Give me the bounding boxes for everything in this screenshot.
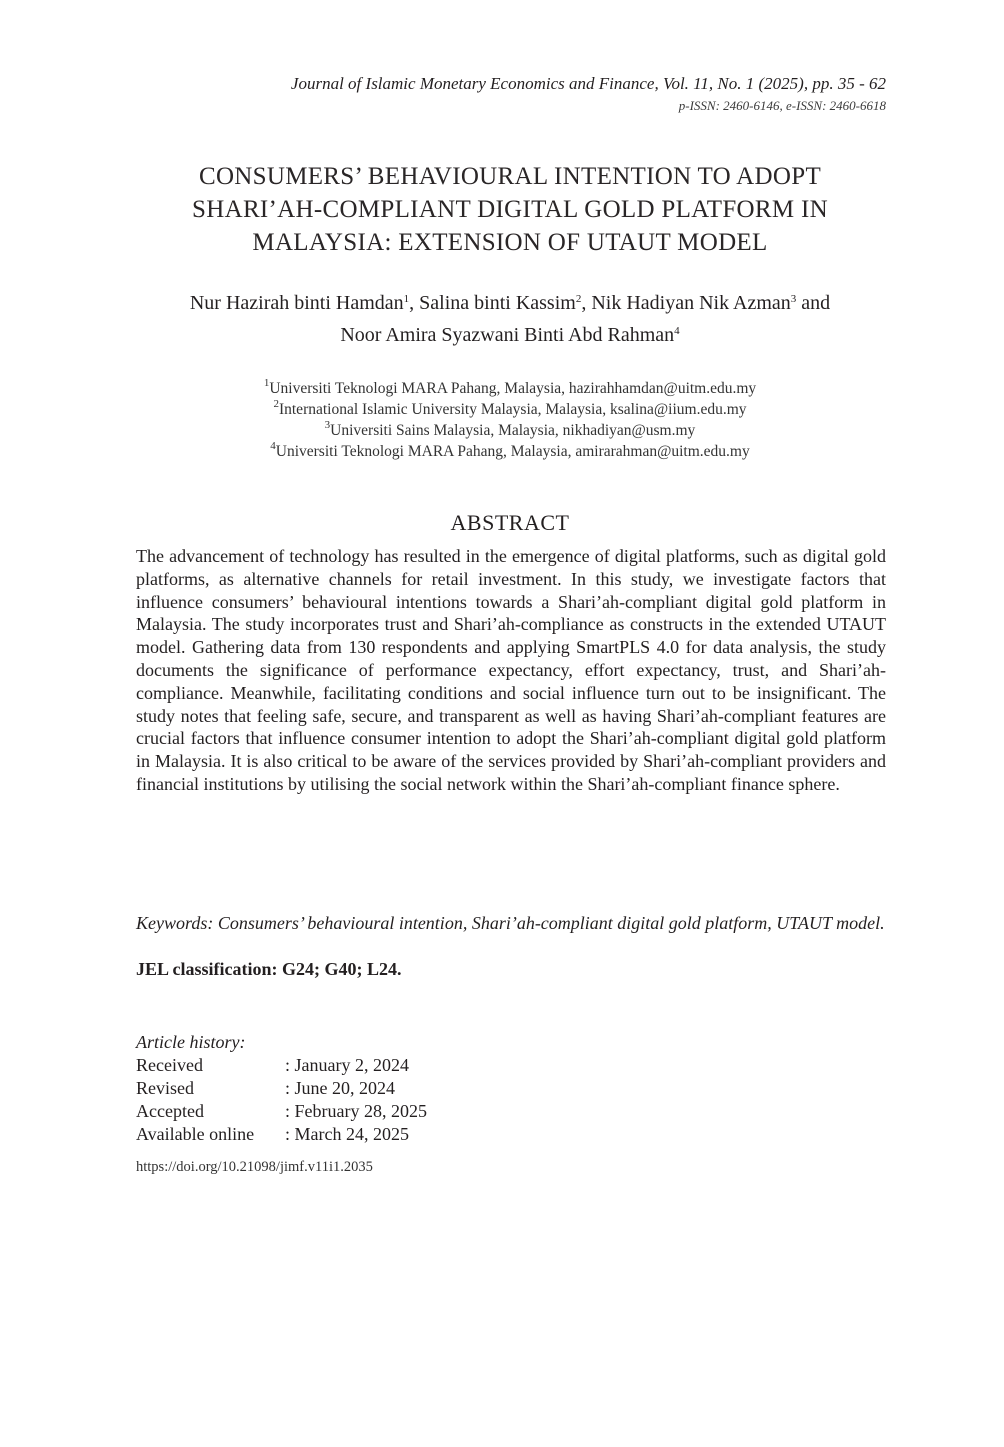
- affiliation-item: [110, 420, 910, 441]
- history-value: : June 20, 2024: [285, 1078, 395, 1098]
- affiliation-text: International Islamic University Malaysia, Malaysia, ksalina@iium.edu.my: [278, 401, 747, 418]
- author-line-1: [110, 287, 910, 319]
- history-row: [136, 1077, 427, 1100]
- author-separator: ,: [581, 292, 592, 314]
- article-history-heading: Article history:: [136, 1032, 246, 1052]
- author-affiliation-mark: 2: [575, 293, 582, 305]
- affiliation-mark: 4: [270, 440, 276, 452]
- author-line-2: [110, 319, 910, 351]
- affiliation-list: [110, 378, 910, 462]
- author-separator: and: [796, 292, 831, 314]
- keywords: Keywords: Consumers’ behavioural intention, Shari’ah-compliant digital gold platform, UTAUT model.: [136, 913, 885, 933]
- affiliation-text: Universiti Teknologi MARA Pahang, Malaysia, amirarahman@uitm.edu.my: [275, 443, 750, 460]
- author-separator: ,: [409, 292, 420, 314]
- history-label: Revised: [136, 1078, 194, 1098]
- journal-citation: Journal of Islamic Monetary Economics and Finance, Vol. 11, No. 1 (2025), pp. 35 - 62: [290, 74, 886, 93]
- affiliation-item: [110, 441, 910, 462]
- author-name: Noor Amira Syazwani Binti Abd Rahman: [340, 324, 675, 346]
- affiliation-item: [110, 378, 910, 399]
- author-name: Nik Hadiyan Nik Azman: [591, 292, 791, 314]
- history-row: [136, 1123, 427, 1146]
- abstract-body: The advancement of technology has resulted in the emergence of digital platforms, such as digital gold platforms, as alternative channels for retail investment. In this study, we investigate factors that influence consumers’ behavioural intentions towards a Shari’ah-compliant digital gold platform in Malaysia. The study incorporates trust and Shari’ah-compliance as constructs in the extended UTAUT model. Gathering data from 130 respondents and applying SmartPLS 4.0 for data analysis, the study documents the significance of performance expectancy, effort expectancy, trust, and Shari’ah-compliance. Meanwhile, facilitating conditions and social influence turn out to be insignificant. The study notes that feeling safe, secure, and transparent as well as having Shari’ah-compliant features are crucial factors that influence consumer intention to adopt the Shari’ah-compliant digital gold platform in Malaysia. It is also critical to be aware of the services provided by Shari’ah-compliant providers and financial institutions by utilising the social network within the Shari’ah-compliant finance sphere.: [136, 546, 886, 794]
- author-affiliation-mark: 1: [403, 293, 410, 305]
- paper-title: [110, 160, 910, 259]
- title-line-2: SHARI’AH-COMPLIANT DIGITAL GOLD PLATFORM IN: [192, 196, 828, 223]
- title-line-3: MALAYSIA: EXTENSION OF UTAUT MODEL: [252, 229, 768, 256]
- affiliation-text: Universiti Sains Malaysia, Malaysia, nikhadiyan@usm.my: [330, 422, 696, 439]
- doi-link[interactable]: https://doi.org/10.21098/jimf.v11i1.2035: [136, 1159, 373, 1175]
- issn-line: p-ISSN: 2460-6146, e-ISSN: 2460-6618: [678, 98, 886, 113]
- author-name: Salina binti Kassim: [419, 292, 576, 314]
- article-history: [136, 1031, 427, 1146]
- history-row: [136, 1054, 427, 1077]
- running-header: [291, 72, 886, 116]
- affiliation-text: Universiti Teknologi MARA Pahang, Malaysia, hazirahhamdan@uitm.edu.my: [269, 380, 757, 397]
- history-row: [136, 1100, 427, 1123]
- history-label: Accepted: [136, 1101, 204, 1121]
- jel-classification: JEL classification: G24; G40; L24.: [136, 959, 402, 979]
- abstract-heading: ABSTRACT: [450, 510, 570, 535]
- author-name: Nur Hazirah binti Hamdan: [189, 292, 404, 314]
- author-affiliation-mark: 4: [674, 325, 680, 337]
- author-list: [110, 287, 910, 351]
- affiliation-mark: 2: [273, 398, 279, 410]
- history-label: Received: [136, 1055, 203, 1075]
- author-affiliation-mark: 3: [790, 293, 797, 305]
- affiliation-mark: 3: [324, 419, 331, 431]
- affiliation-mark: 1: [263, 377, 270, 389]
- history-label: Available online: [136, 1124, 255, 1144]
- history-value: : January 2, 2024: [285, 1055, 409, 1075]
- history-value: : March 24, 2025: [285, 1124, 409, 1144]
- affiliation-item: [110, 399, 910, 420]
- history-value: : February 28, 2025: [285, 1101, 427, 1121]
- title-line-1: CONSUMERS’ BEHAVIOURAL INTENTION TO ADOPT: [198, 163, 822, 190]
